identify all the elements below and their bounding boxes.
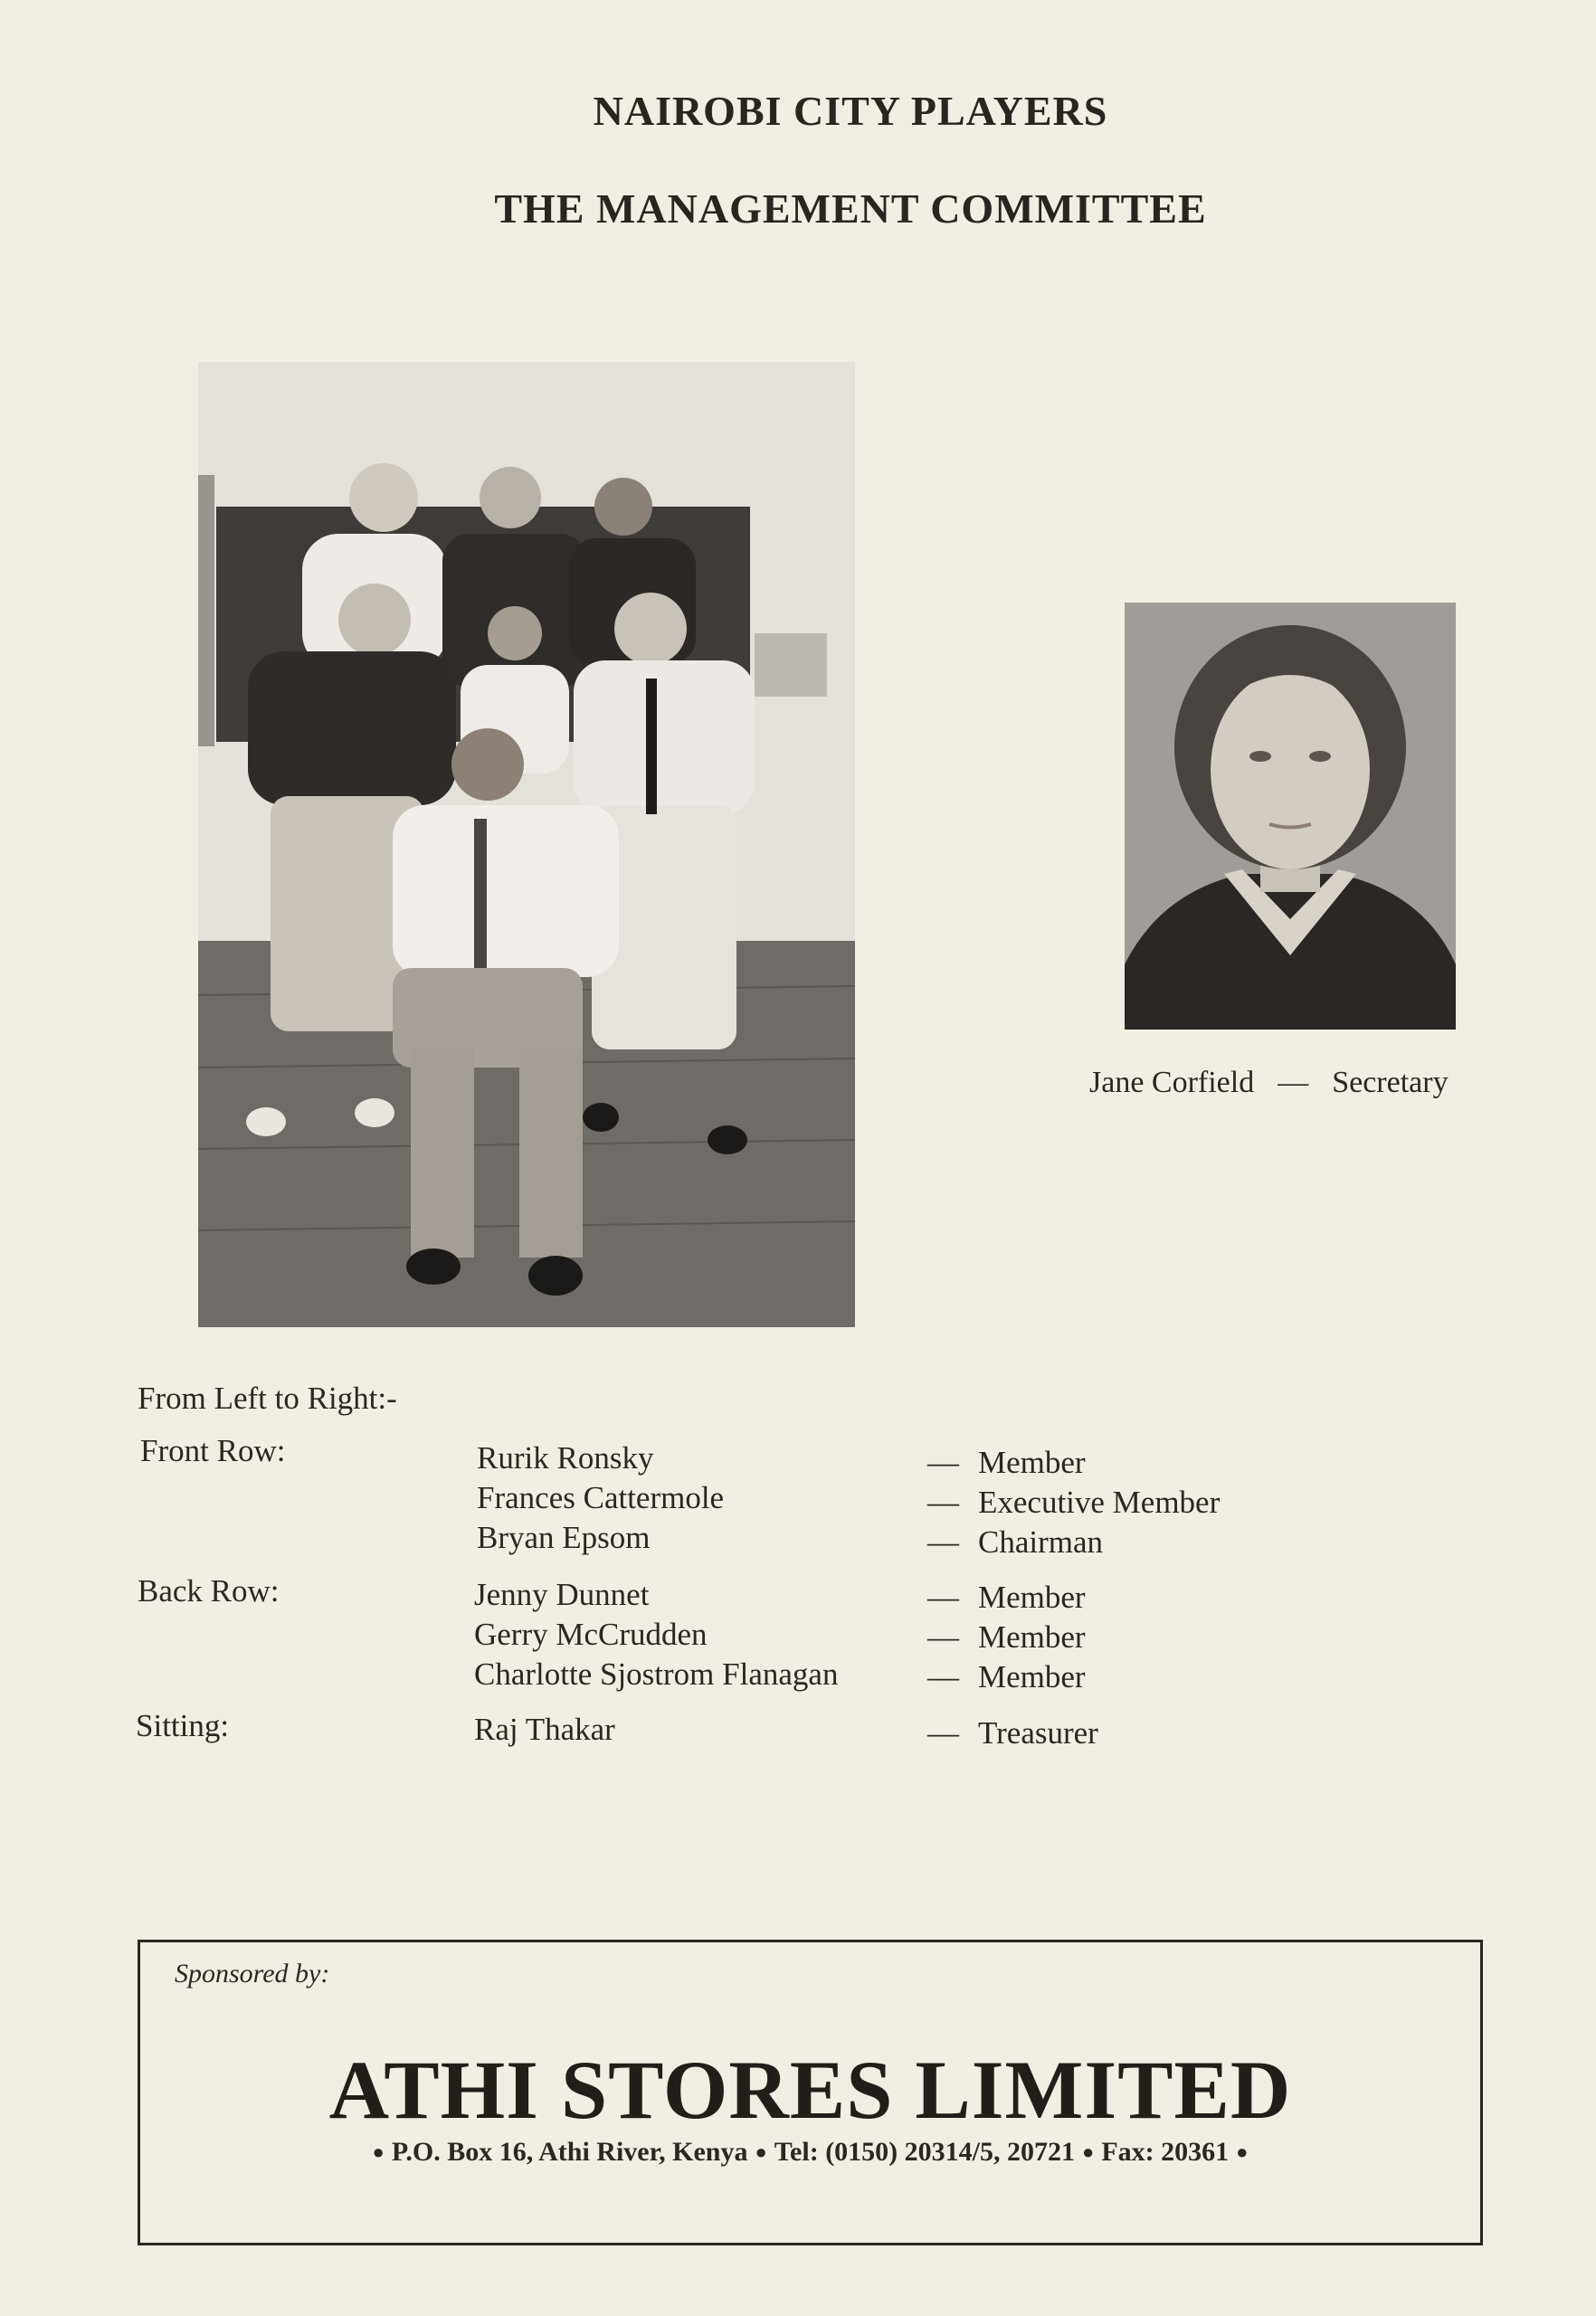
front-row-label: Front Row: bbox=[140, 1433, 286, 1468]
sitting-names bbox=[474, 1710, 615, 1750]
sitting-roles bbox=[927, 1713, 1098, 1753]
role-dash: — bbox=[927, 1445, 959, 1480]
member-name: Bryan Epsom bbox=[477, 1520, 651, 1555]
sponsor-fax: Fax: 20361 bbox=[1101, 2137, 1230, 2167]
member-role: Executive Member bbox=[978, 1485, 1221, 1520]
role-dash: — bbox=[927, 1524, 959, 1560]
page-title: NAIROBI CITY PLAYERS bbox=[593, 88, 1108, 134]
front-row-names bbox=[477, 1438, 724, 1558]
sponsor-contact-line bbox=[140, 2137, 1480, 2168]
front-row-roles bbox=[927, 1443, 1220, 1562]
back-row-roles bbox=[927, 1578, 1086, 1697]
member-name: Jenny Dunnet bbox=[474, 1577, 650, 1612]
member-role: Treasurer bbox=[978, 1715, 1098, 1751]
role-dash: — bbox=[927, 1580, 959, 1615]
secretary-name: Jane Corfield bbox=[1089, 1066, 1255, 1099]
sponsored-by-label: Sponsored by: bbox=[175, 1959, 330, 1989]
member-name: Gerry McCrudden bbox=[474, 1617, 708, 1652]
bullet-icon: ● bbox=[1082, 2140, 1095, 2163]
role-dash: — bbox=[927, 1715, 959, 1751]
role-dash: — bbox=[927, 1485, 959, 1520]
role-dash: — bbox=[927, 1619, 959, 1655]
member-role: Member bbox=[978, 1619, 1086, 1655]
bullet-icon: ● bbox=[1236, 2140, 1249, 2163]
caption-dash: — bbox=[1278, 1066, 1309, 1099]
member-name: Raj Thakar bbox=[474, 1712, 615, 1747]
secretary-role: Secretary bbox=[1332, 1066, 1449, 1099]
member-name: Frances Cattermole bbox=[477, 1480, 725, 1515]
back-row-names bbox=[474, 1575, 838, 1694]
member-role: Chairman bbox=[978, 1524, 1104, 1560]
sponsor-address: P.O. Box 16, Athi River, Kenya bbox=[391, 2137, 748, 2167]
page-subtitle: THE MANAGEMENT COMMITTEE bbox=[494, 185, 1207, 232]
group-photo-image bbox=[198, 362, 855, 1327]
legend-intro: From Left to Right:- bbox=[138, 1381, 397, 1416]
member-role: Member bbox=[978, 1445, 1086, 1480]
member-name: Rurik Ronsky bbox=[477, 1440, 654, 1476]
sponsor-box bbox=[138, 1940, 1483, 2245]
member-role: Member bbox=[978, 1580, 1086, 1615]
sitting-label: Sitting: bbox=[136, 1708, 230, 1743]
bullet-icon: ● bbox=[372, 2140, 385, 2163]
member-role: Member bbox=[978, 1659, 1086, 1694]
portrait-image bbox=[1125, 603, 1456, 1030]
role-dash: — bbox=[927, 1659, 959, 1694]
member-name: Charlotte Sjostrom Flanagan bbox=[474, 1656, 839, 1692]
committee-group-photo bbox=[198, 362, 855, 1327]
portrait-caption bbox=[1089, 1066, 1449, 1100]
sponsor-company-name: ATHI STORES LIMITED bbox=[328, 2044, 1292, 2136]
back-row-label: Back Row: bbox=[138, 1573, 280, 1609]
secretary-portrait-photo bbox=[1125, 603, 1456, 1030]
bullet-icon: ● bbox=[755, 2140, 767, 2163]
sponsor-tel: Tel: (0150) 20314/5, 20721 bbox=[774, 2137, 1076, 2167]
